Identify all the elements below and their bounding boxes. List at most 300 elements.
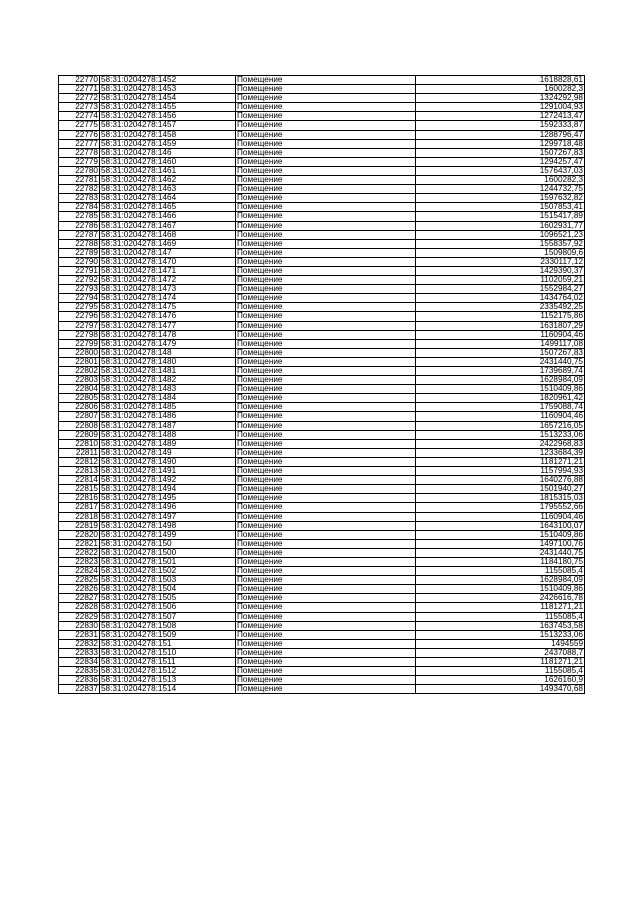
object-type: Помещение bbox=[236, 603, 416, 612]
row-number: 22820 bbox=[59, 530, 100, 539]
cadastral-number: 58:31:0204278:1487 bbox=[100, 421, 236, 430]
row-number: 22836 bbox=[59, 676, 100, 685]
row-number: 22830 bbox=[59, 621, 100, 630]
object-type: Помещение bbox=[236, 648, 416, 657]
object-type: Помещение bbox=[236, 394, 416, 403]
cadastral-value: 1820961,42 bbox=[416, 394, 585, 403]
cadastral-number: 58:31:0204278:1452 bbox=[100, 76, 236, 85]
cadastral-number: 58:31:0204278:1482 bbox=[100, 376, 236, 385]
object-type: Помещение bbox=[236, 376, 416, 385]
cadastral-number: 58:31:0204278:1485 bbox=[100, 403, 236, 412]
cadastral-number: 58:31:0204278:1483 bbox=[100, 385, 236, 394]
cadastral-value: 1507853,41 bbox=[416, 203, 585, 212]
row-number: 22788 bbox=[59, 239, 100, 248]
table-row bbox=[59, 457, 585, 466]
table-row bbox=[59, 166, 585, 175]
object-type: Помещение bbox=[236, 621, 416, 630]
table-row bbox=[59, 76, 585, 85]
table-row bbox=[59, 512, 585, 521]
cadastral-number: 58:31:0204278:1500 bbox=[100, 548, 236, 557]
cadastral-number: 58:31:0204278:1513 bbox=[100, 676, 236, 685]
cadastral-value: 1795552,66 bbox=[416, 503, 585, 512]
row-number: 22810 bbox=[59, 439, 100, 448]
object-type: Помещение bbox=[236, 430, 416, 439]
object-type: Помещение bbox=[236, 85, 416, 94]
cadastral-value: 2431440,75 bbox=[416, 548, 585, 557]
object-type: Помещение bbox=[236, 658, 416, 667]
row-number: 22782 bbox=[59, 185, 100, 194]
row-number: 22806 bbox=[59, 403, 100, 412]
cadastral-number: 58:31:0204278:1471 bbox=[100, 266, 236, 275]
cadastral-value: 2437088,7 bbox=[416, 648, 585, 657]
cadastral-number: 58:31:0204278:1501 bbox=[100, 557, 236, 566]
table-row bbox=[59, 485, 585, 494]
object-type: Помещение bbox=[236, 339, 416, 348]
row-number: 22826 bbox=[59, 585, 100, 594]
cadastral-value: 1181271,21 bbox=[416, 603, 585, 612]
cadastral-number: 58:31:0204278:1484 bbox=[100, 394, 236, 403]
table-row bbox=[59, 203, 585, 212]
cadastral-number: 58:31:0204278:1502 bbox=[100, 567, 236, 576]
cadastral-number: 58:31:0204278:1481 bbox=[100, 367, 236, 376]
cadastral-number: 58:31:0204278:1504 bbox=[100, 585, 236, 594]
cadastral-number: 58:31:0204278:1457 bbox=[100, 121, 236, 130]
table-row bbox=[59, 448, 585, 457]
cadastral-number: 58:31:0204278:1507 bbox=[100, 612, 236, 621]
row-number: 22807 bbox=[59, 412, 100, 421]
cadastral-value: 1181271,21 bbox=[416, 658, 585, 667]
row-number: 22792 bbox=[59, 276, 100, 285]
row-number: 22834 bbox=[59, 658, 100, 667]
cadastral-number: 58:31:0204278:1470 bbox=[100, 257, 236, 266]
row-number: 22799 bbox=[59, 339, 100, 348]
cadastral-value: 1759088,74 bbox=[416, 403, 585, 412]
cadastral-number: 58:31:0204278:1454 bbox=[100, 94, 236, 103]
object-type: Помещение bbox=[236, 248, 416, 257]
object-type: Помещение bbox=[236, 276, 416, 285]
table-row bbox=[59, 157, 585, 166]
object-type: Помещение bbox=[236, 630, 416, 639]
cadastral-number: 58:31:0204278:1476 bbox=[100, 312, 236, 321]
row-number: 22800 bbox=[59, 348, 100, 357]
row-number: 22786 bbox=[59, 221, 100, 230]
row-number: 22776 bbox=[59, 130, 100, 139]
object-type: Помещение bbox=[236, 348, 416, 357]
cadastral-number: 58:31:0204278:1474 bbox=[100, 294, 236, 303]
table-row bbox=[59, 630, 585, 639]
cadastral-value: 1637453,58 bbox=[416, 621, 585, 630]
cadastral-value: 1294257,47 bbox=[416, 157, 585, 166]
row-number: 22793 bbox=[59, 285, 100, 294]
cadastral-value: 1628984,09 bbox=[416, 576, 585, 585]
cadastral-number: 58:31:0204278:149 bbox=[100, 448, 236, 457]
table-row bbox=[59, 176, 585, 185]
row-number: 22770 bbox=[59, 76, 100, 85]
row-number: 22790 bbox=[59, 257, 100, 266]
cadastral-number: 58:31:0204278:1492 bbox=[100, 476, 236, 485]
cadastral-value: 1160904,46 bbox=[416, 412, 585, 421]
row-number: 22812 bbox=[59, 457, 100, 466]
cadastral-value: 1429390,37 bbox=[416, 266, 585, 275]
object-type: Помещение bbox=[236, 667, 416, 676]
cadastral-value: 1324292,98 bbox=[416, 94, 585, 103]
table-row bbox=[59, 576, 585, 585]
cadastral-value: 2431440,75 bbox=[416, 357, 585, 366]
table-row bbox=[59, 439, 585, 448]
object-type: Помещение bbox=[236, 512, 416, 521]
table-row bbox=[59, 139, 585, 148]
cadastral-value: 1602931,77 bbox=[416, 221, 585, 230]
object-type: Помещение bbox=[236, 685, 416, 694]
row-number: 22829 bbox=[59, 612, 100, 621]
cadastral-value: 1618828,61 bbox=[416, 76, 585, 85]
object-type: Помещение bbox=[236, 76, 416, 85]
object-type: Помещение bbox=[236, 176, 416, 185]
cadastral-value: 1096521,23 bbox=[416, 230, 585, 239]
object-type: Помещение bbox=[236, 230, 416, 239]
cadastral-number: 58:31:0204278:146 bbox=[100, 148, 236, 157]
table-row bbox=[59, 185, 585, 194]
cadastral-value: 1244732,75 bbox=[416, 185, 585, 194]
table-row bbox=[59, 530, 585, 539]
table-row bbox=[59, 357, 585, 366]
table-row bbox=[59, 230, 585, 239]
object-type: Помещение bbox=[236, 221, 416, 230]
cadastral-number: 58:31:0204278:1463 bbox=[100, 185, 236, 194]
row-number: 22803 bbox=[59, 376, 100, 385]
row-number: 22783 bbox=[59, 194, 100, 203]
object-type: Помещение bbox=[236, 485, 416, 494]
object-type: Помещение bbox=[236, 112, 416, 121]
table-row bbox=[59, 312, 585, 321]
cadastral-value: 1628984,09 bbox=[416, 376, 585, 385]
cadastral-value: 1592333,87 bbox=[416, 121, 585, 130]
object-type: Помещение bbox=[236, 139, 416, 148]
table-row bbox=[59, 148, 585, 157]
table-row bbox=[59, 585, 585, 594]
object-type: Помещение bbox=[236, 457, 416, 466]
cadastral-value: 2335492,25 bbox=[416, 303, 585, 312]
cadastral-number: 58:31:0204278:1469 bbox=[100, 239, 236, 248]
row-number: 22813 bbox=[59, 467, 100, 476]
cadastral-number: 58:31:0204278:1498 bbox=[100, 521, 236, 530]
cadastral-number: 58:31:0204278:1459 bbox=[100, 139, 236, 148]
table-row bbox=[59, 330, 585, 339]
table-row bbox=[59, 658, 585, 667]
cadastral-number: 58:31:0204278:1456 bbox=[100, 112, 236, 121]
object-type: Помещение bbox=[236, 476, 416, 485]
cadastral-number: 58:31:0204278:1488 bbox=[100, 430, 236, 439]
table-row bbox=[59, 412, 585, 421]
table-row bbox=[59, 339, 585, 348]
table-row bbox=[59, 257, 585, 266]
table-row bbox=[59, 676, 585, 685]
cadastral-number: 58:31:0204278:1486 bbox=[100, 412, 236, 421]
row-number: 22819 bbox=[59, 521, 100, 530]
cadastral-value: 1657216,05 bbox=[416, 421, 585, 430]
object-type: Помещение bbox=[236, 385, 416, 394]
table-row bbox=[59, 303, 585, 312]
cadastral-value: 1815315,03 bbox=[416, 494, 585, 503]
cadastral-value: 1513233,06 bbox=[416, 630, 585, 639]
table-row bbox=[59, 648, 585, 657]
cadastral-number: 58:31:0204278:1479 bbox=[100, 339, 236, 348]
cadastral-value: 1510409,86 bbox=[416, 585, 585, 594]
table-row bbox=[59, 567, 585, 576]
object-type: Помещение bbox=[236, 367, 416, 376]
table-row bbox=[59, 221, 585, 230]
cadastral-value: 1160904,46 bbox=[416, 512, 585, 521]
object-type: Помещение bbox=[236, 157, 416, 166]
row-number: 22789 bbox=[59, 248, 100, 257]
table-row bbox=[59, 130, 585, 139]
row-number: 22809 bbox=[59, 430, 100, 439]
table-row bbox=[59, 85, 585, 94]
object-type: Помещение bbox=[236, 494, 416, 503]
row-number: 22811 bbox=[59, 448, 100, 457]
table-row bbox=[59, 603, 585, 612]
cadastral-number: 58:31:0204278:1514 bbox=[100, 685, 236, 694]
table-row bbox=[59, 503, 585, 512]
object-type: Помещение bbox=[236, 257, 416, 266]
object-type: Помещение bbox=[236, 403, 416, 412]
table-row bbox=[59, 494, 585, 503]
row-number: 22787 bbox=[59, 230, 100, 239]
cadastral-number: 58:31:0204278:1506 bbox=[100, 603, 236, 612]
cadastral-value: 1643100,07 bbox=[416, 521, 585, 530]
cadastral-number: 58:31:0204278:1505 bbox=[100, 594, 236, 603]
cadastral-number: 58:31:0204278:1467 bbox=[100, 221, 236, 230]
row-number: 22822 bbox=[59, 548, 100, 557]
table-row bbox=[59, 348, 585, 357]
object-type: Помещение bbox=[236, 576, 416, 585]
object-type: Помещение bbox=[236, 312, 416, 321]
table-row bbox=[59, 667, 585, 676]
table-row bbox=[59, 121, 585, 130]
object-type: Помещение bbox=[236, 585, 416, 594]
row-number: 22804 bbox=[59, 385, 100, 394]
object-type: Помещение bbox=[236, 676, 416, 685]
table-row bbox=[59, 266, 585, 275]
object-type: Помещение bbox=[236, 294, 416, 303]
cadastral-number: 58:31:0204278:1466 bbox=[100, 212, 236, 221]
object-type: Помещение bbox=[236, 639, 416, 648]
row-number: 22814 bbox=[59, 476, 100, 485]
cadastral-value: 1497100,76 bbox=[416, 539, 585, 548]
cadastral-value: 1155085,4 bbox=[416, 667, 585, 676]
cadastral-value: 1631807,29 bbox=[416, 321, 585, 330]
cadastral-value: 1509809,6 bbox=[416, 248, 585, 257]
object-type: Помещение bbox=[236, 185, 416, 194]
cadastral-value: 1155085,4 bbox=[416, 567, 585, 576]
cadastral-value: 1507267,83 bbox=[416, 348, 585, 357]
row-number: 22808 bbox=[59, 421, 100, 430]
row-number: 22772 bbox=[59, 94, 100, 103]
cadastral-value: 1155085,4 bbox=[416, 612, 585, 621]
row-number: 22837 bbox=[59, 685, 100, 694]
row-number: 22801 bbox=[59, 357, 100, 366]
table-row bbox=[59, 548, 585, 557]
row-number: 22791 bbox=[59, 266, 100, 275]
object-type: Помещение bbox=[236, 503, 416, 512]
cadastral-number: 58:31:0204278:1496 bbox=[100, 503, 236, 512]
cadastral-value: 1510409,86 bbox=[416, 530, 585, 539]
cadastral-value: 1184180,75 bbox=[416, 557, 585, 566]
cadastral-number: 58:31:0204278:1477 bbox=[100, 321, 236, 330]
table-row bbox=[59, 467, 585, 476]
row-number: 22825 bbox=[59, 576, 100, 585]
cadastral-number: 58:31:0204278:1473 bbox=[100, 285, 236, 294]
row-number: 22779 bbox=[59, 157, 100, 166]
object-type: Помещение bbox=[236, 130, 416, 139]
cadastral-value: 2422968,83 bbox=[416, 439, 585, 448]
table-row bbox=[59, 430, 585, 439]
object-type: Помещение bbox=[236, 94, 416, 103]
object-type: Помещение bbox=[236, 412, 416, 421]
cadastral-number: 58:31:0204278:1480 bbox=[100, 357, 236, 366]
row-number: 22824 bbox=[59, 567, 100, 576]
table-row bbox=[59, 212, 585, 221]
cadastral-value: 1600282,3 bbox=[416, 85, 585, 94]
row-number: 22831 bbox=[59, 630, 100, 639]
table-row bbox=[59, 276, 585, 285]
row-number: 22771 bbox=[59, 85, 100, 94]
row-number: 22798 bbox=[59, 330, 100, 339]
cadastral-value: 1152175,86 bbox=[416, 312, 585, 321]
cadastral-number: 58:31:0204278:1508 bbox=[100, 621, 236, 630]
row-number: 22794 bbox=[59, 294, 100, 303]
object-type: Помещение bbox=[236, 266, 416, 275]
row-number: 22802 bbox=[59, 367, 100, 376]
object-type: Помещение bbox=[236, 594, 416, 603]
object-type: Помещение bbox=[236, 303, 416, 312]
row-number: 22781 bbox=[59, 176, 100, 185]
row-number: 22773 bbox=[59, 103, 100, 112]
object-type: Помещение bbox=[236, 212, 416, 221]
row-number: 22780 bbox=[59, 166, 100, 175]
cadastral-number: 58:31:0204278:1510 bbox=[100, 648, 236, 657]
cadastral-number: 58:31:0204278:1499 bbox=[100, 530, 236, 539]
cadastral-number: 58:31:0204278:150 bbox=[100, 539, 236, 548]
cadastral-value: 1515417,89 bbox=[416, 212, 585, 221]
cadastral-number: 58:31:0204278:1489 bbox=[100, 439, 236, 448]
cadastral-number: 58:31:0204278:1478 bbox=[100, 330, 236, 339]
cadastral-number: 58:31:0204278:1458 bbox=[100, 130, 236, 139]
cadastral-number: 58:31:0204278:1503 bbox=[100, 576, 236, 585]
cadastral-number: 58:31:0204278:1462 bbox=[100, 176, 236, 185]
cadastral-value: 1493470,68 bbox=[416, 685, 585, 694]
cadastral-number: 58:31:0204278:1512 bbox=[100, 667, 236, 676]
table-row bbox=[59, 294, 585, 303]
object-type: Помещение bbox=[236, 194, 416, 203]
table-body bbox=[59, 76, 585, 694]
table-row bbox=[59, 194, 585, 203]
cadastral-number: 58:31:0204278:148 bbox=[100, 348, 236, 357]
cadastral-number: 58:31:0204278:1472 bbox=[100, 276, 236, 285]
cadastral-number: 58:31:0204278:1511 bbox=[100, 658, 236, 667]
cadastral-value: 1157994,93 bbox=[416, 467, 585, 476]
cadastral-number: 58:31:0204278:1460 bbox=[100, 157, 236, 166]
object-type: Помещение bbox=[236, 239, 416, 248]
row-number: 22796 bbox=[59, 312, 100, 321]
row-number: 22775 bbox=[59, 121, 100, 130]
row-number: 22816 bbox=[59, 494, 100, 503]
cadastral-number: 58:31:0204278:1465 bbox=[100, 203, 236, 212]
table-row bbox=[59, 639, 585, 648]
cadastral-value: 1510409,86 bbox=[416, 385, 585, 394]
object-type: Помещение bbox=[236, 148, 416, 157]
object-type: Помещение bbox=[236, 567, 416, 576]
cadastral-value: 1597632,82 bbox=[416, 194, 585, 203]
cadastral-value: 1102059,21 bbox=[416, 276, 585, 285]
cadastral-number: 58:31:0204278:1495 bbox=[100, 494, 236, 503]
cadastral-number: 58:31:0204278:1509 bbox=[100, 630, 236, 639]
cadastral-number: 58:31:0204278:1475 bbox=[100, 303, 236, 312]
row-number: 22823 bbox=[59, 557, 100, 566]
cadastral-value: 1507267,83 bbox=[416, 148, 585, 157]
cadastral-value: 1552984,27 bbox=[416, 285, 585, 294]
table-row bbox=[59, 685, 585, 694]
object-type: Помещение bbox=[236, 330, 416, 339]
object-type: Помещение bbox=[236, 439, 416, 448]
cadastral-value: 1181271,21 bbox=[416, 457, 585, 466]
table-row bbox=[59, 476, 585, 485]
row-number: 22805 bbox=[59, 394, 100, 403]
table-row bbox=[59, 612, 585, 621]
cadastral-number: 58:31:0204278:1491 bbox=[100, 467, 236, 476]
row-number: 22784 bbox=[59, 203, 100, 212]
table-row bbox=[59, 385, 585, 394]
cadastral-number: 58:31:0204278:151 bbox=[100, 639, 236, 648]
cadastral-value: 1626160,9 bbox=[416, 676, 585, 685]
property-table bbox=[58, 75, 585, 694]
object-type: Помещение bbox=[236, 321, 416, 330]
cadastral-number: 58:31:0204278:1494 bbox=[100, 485, 236, 494]
cadastral-number: 58:31:0204278:1455 bbox=[100, 103, 236, 112]
cadastral-number: 58:31:0204278:1468 bbox=[100, 230, 236, 239]
object-type: Помещение bbox=[236, 548, 416, 557]
row-number: 22774 bbox=[59, 112, 100, 121]
cadastral-number: 58:31:0204278:1461 bbox=[100, 166, 236, 175]
cadastral-value: 2426616,78 bbox=[416, 594, 585, 603]
row-number: 22815 bbox=[59, 485, 100, 494]
table-row bbox=[59, 557, 585, 566]
cadastral-value: 1494559 bbox=[416, 639, 585, 648]
table-row bbox=[59, 403, 585, 412]
row-number: 22817 bbox=[59, 503, 100, 512]
object-type: Помещение bbox=[236, 530, 416, 539]
row-number: 22785 bbox=[59, 212, 100, 221]
cadastral-value: 1513233,06 bbox=[416, 430, 585, 439]
cadastral-value: 1291004,93 bbox=[416, 103, 585, 112]
cadastral-value: 1160904,46 bbox=[416, 330, 585, 339]
object-type: Помещение bbox=[236, 166, 416, 175]
cadastral-value: 1739689,74 bbox=[416, 367, 585, 376]
cadastral-value: 1299718,48 bbox=[416, 139, 585, 148]
cadastral-value: 1499117,08 bbox=[416, 339, 585, 348]
table-row bbox=[59, 539, 585, 548]
cadastral-value: 2330117,12 bbox=[416, 257, 585, 266]
object-type: Помещение bbox=[236, 521, 416, 530]
object-type: Помещение bbox=[236, 467, 416, 476]
row-number: 22818 bbox=[59, 512, 100, 521]
object-type: Помещение bbox=[236, 421, 416, 430]
table-row bbox=[59, 421, 585, 430]
row-number: 22821 bbox=[59, 539, 100, 548]
row-number: 22833 bbox=[59, 648, 100, 657]
table-row bbox=[59, 376, 585, 385]
object-type: Помещение bbox=[236, 612, 416, 621]
